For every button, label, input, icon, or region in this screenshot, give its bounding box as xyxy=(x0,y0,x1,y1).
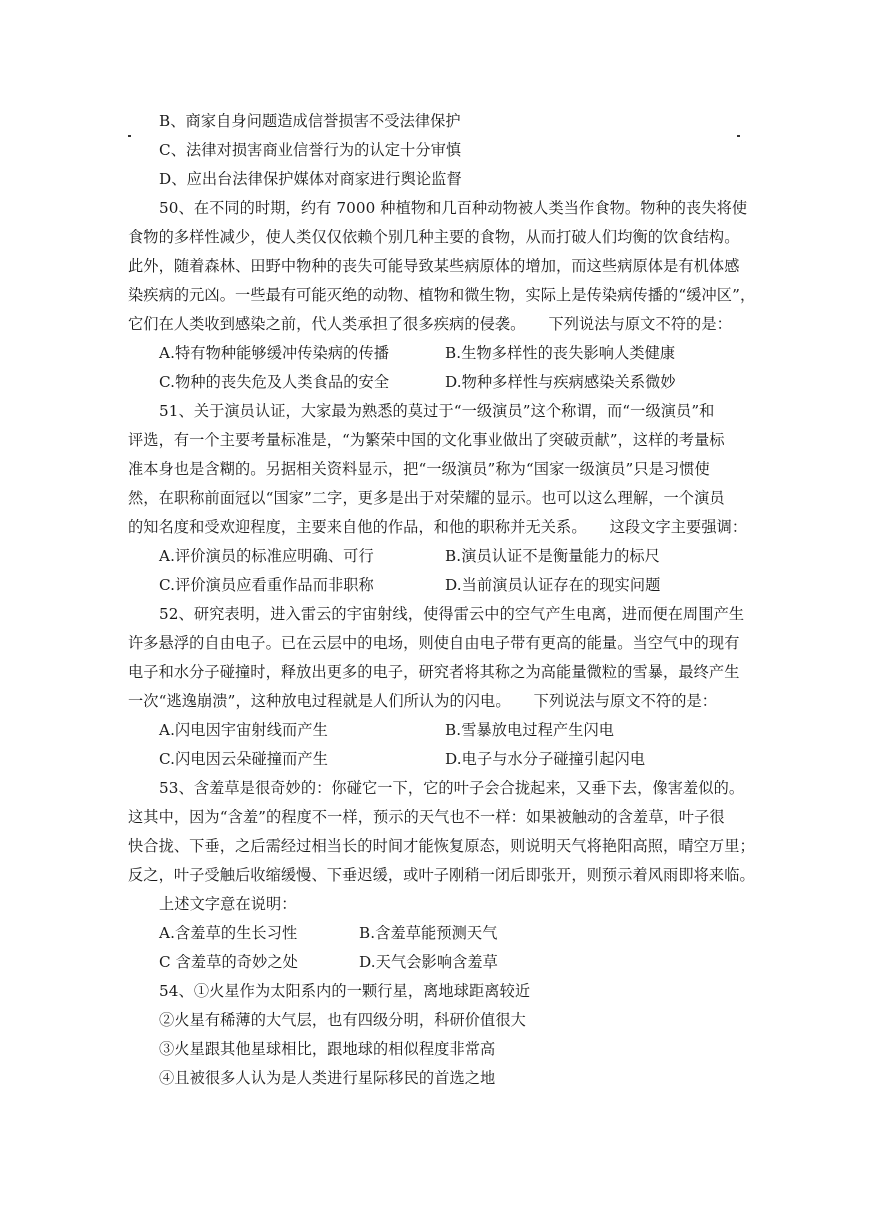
q53-options-row xyxy=(128,919,742,948)
q52-text-line: 52、研究表明，进入雷云的宇宙射线，使得雷云中的空气产生电离，进而便在周围产生 xyxy=(159,605,745,623)
q52-text-line: 电子和水分子碰撞时，释放出更多的电子，研究者将其称之为高能量微粒的雪暴，最终产生 xyxy=(128,663,740,681)
q54-sentence-1: 54、①火星作为太阳系内的一颗行星，离地球距离较近 xyxy=(159,982,531,1000)
q51-options-row xyxy=(128,542,742,571)
q50-option-c: C.物种的丧失危及人类食品的安全 xyxy=(159,373,390,391)
q51-text-line: 的知名度和受欢迎程度，主要来自他的作品，和他的职称并无关系。 这段文字主要强调： xyxy=(128,518,748,536)
q51-option-a: A.评价演员的标准应明确、可行 xyxy=(159,547,374,565)
q52-option-a: A.闪电因宇宙射线而产生 xyxy=(159,721,328,739)
q53-option-c: C 含羞草的奇妙之处 xyxy=(159,953,298,971)
q52-option-b: B.雪暴放电过程产生闪电 xyxy=(445,721,615,739)
q49-option-c: C、法律对损害商业信誉行为的认定十分审慎 xyxy=(159,141,462,159)
q53-option-a: A.含羞草的生长习性 xyxy=(159,924,298,942)
q51-text-line: 准本身也是含糊的。另据相关资料显示，把“一级演员”称为“国家一级演员”只是习惯使 xyxy=(128,460,710,478)
q50-options-row xyxy=(128,339,742,368)
q53-option-d: D.天气会影响含羞草 xyxy=(359,953,498,971)
q51-text-line: 评选，有一个主要考量标准是，“为繁荣中国的文化事业做出了突破贡献”，这样的考量标 xyxy=(128,431,725,449)
q50-text-line: 50、在不同的时期，约有 7000 种植物和几百种动物被人类当作食物。物种的丧失将使 xyxy=(159,199,748,217)
q51-text-line: 然，在职称前面冠以“国家”二字，更多是出于对荣耀的显示。也可以这么理解，一个演员 xyxy=(128,489,725,507)
q53-text-line: 这其中，因为“含羞”的程度不一样，预示的天气也不一样：如果被触动的含羞草，叶子很 xyxy=(128,808,725,826)
q54-sentence-3: ③火星跟其他星球相比，跟地球的相似程度非常高 xyxy=(159,1040,496,1058)
q50-text-line: 染疾病的元凶。一些最有可能灭绝的动物、植物和微生物，实际上是传染病传播的“缓冲区”， xyxy=(128,286,756,304)
q49-option-d: D、应出台法律保护媒体对商家进行舆论监督 xyxy=(159,170,462,188)
q52-option-c: C.闪电因云朵碰撞而产生 xyxy=(159,750,328,768)
q50-text-line: 它们在人类收到感染之前，代人类承担了很多疾病的侵袭。 下列说法与原文不符的是： xyxy=(128,315,732,333)
q51-option-d: D.当前演员认证存在的现实问题 xyxy=(445,576,661,594)
q51-option-b: B.演员认证不是衡量能力的标尺 xyxy=(445,547,660,565)
q53-option-b: B.含羞草能预测天气 xyxy=(359,924,498,942)
q52-options-row xyxy=(128,745,742,774)
q51-options-row xyxy=(128,571,742,600)
q52-text-line: 许多悬浮的自由电子。已在云层中的电场，则使自由电子带有更高的能量。当空气中的现有 xyxy=(128,634,740,652)
q50-option-b: B.生物多样性的丧失影响人类健康 xyxy=(445,344,676,362)
q53-options-row xyxy=(128,948,742,977)
document-body xyxy=(128,107,756,1093)
q49-option-b: B、商家自身问题造成信誉损害不受法律保护 xyxy=(159,112,461,130)
q53-text-line: 反之，叶子受触后收缩缓慢、下垂迟缓，或叶子刚稍一闭后即张开，则预示着风雨即将来临。 xyxy=(128,866,755,884)
q51-option-c: C.评价演员应看重作品而非职称 xyxy=(159,576,374,594)
q50-text-line: 食物的多样性减少，使人类仅仅依赖个别几种主要的食物，从而打破人们均衡的饮食结构。 xyxy=(128,228,740,246)
q53-text-line: 快合拢、下垂，之后需经过相当长的时间才能恢复原态，则说明天气将艳阳高照，晴空万里； xyxy=(128,837,755,855)
q50-text-line: 此外，随着森林、田野中物种的丧失可能导致某些病原体的增加，而这些病原体是有机体感 xyxy=(128,257,740,275)
q50-option-a: A.特有物种能够缓冲传染病的传播 xyxy=(159,344,390,362)
q52-options-row xyxy=(128,716,742,745)
q53-prompt: 上述文字意在说明： xyxy=(159,895,297,913)
q52-option-d: D.电子与水分子碰撞引起闪电 xyxy=(445,750,646,768)
q50-option-d: D.物种多样性与疾病感染关系微妙 xyxy=(445,373,676,391)
q54-sentence-2: ②火星有稀薄的大气层，也有四级分明，科研价值很大 xyxy=(159,1011,526,1029)
q51-text-line: 51、关于演员认证，大家最为熟悉的莫过于“一级演员”这个称谓，而“一级演员”和 xyxy=(159,402,715,420)
q54-sentence-4: ④且被很多人认为是人类进行星际移民的首选之地 xyxy=(159,1069,496,1087)
q53-text-line: 53、含羞草是很奇妙的：你碰它一下，它的叶子会合拢起来，又垂下去，像害羞似的。 xyxy=(159,779,745,797)
q50-options-row xyxy=(128,368,742,397)
q52-text-line: 一次“逃逸崩溃”，这种放电过程就是人们所认为的闪电。 下列说法与原文不符的是： xyxy=(128,692,718,710)
